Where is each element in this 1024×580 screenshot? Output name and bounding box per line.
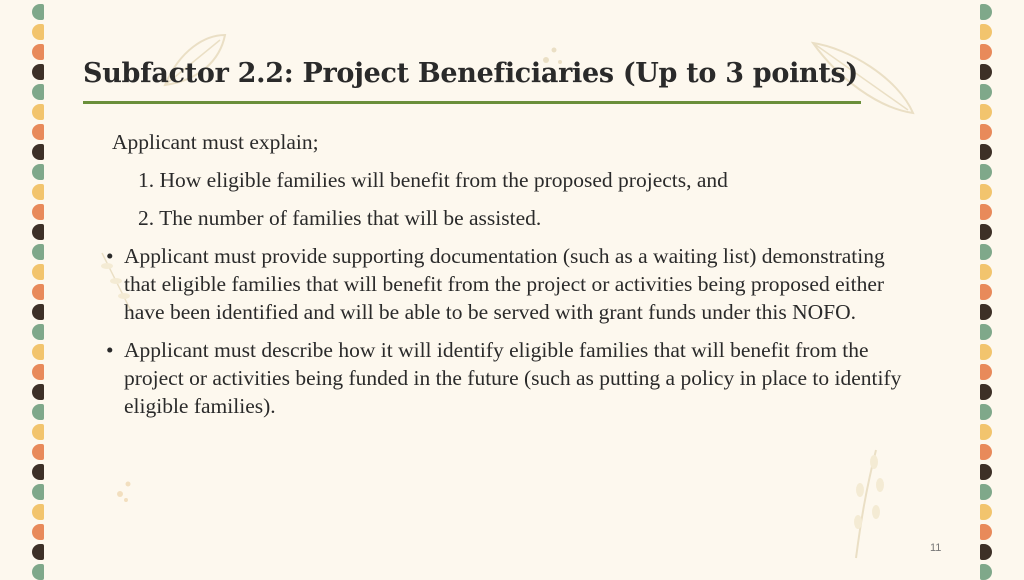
border-dot	[32, 164, 44, 180]
border-dot	[980, 364, 992, 380]
border-dot	[980, 524, 992, 540]
border-dot	[32, 44, 44, 60]
border-dot	[980, 44, 992, 60]
border-dot	[980, 104, 992, 120]
bullet-icon: •	[106, 244, 114, 268]
border-dot	[980, 84, 992, 100]
border-dot	[32, 104, 44, 120]
border-dot	[32, 264, 44, 280]
border-dot	[32, 124, 44, 140]
border-dot	[32, 364, 44, 380]
border-dot	[980, 324, 992, 340]
bullet-icon: •	[106, 338, 114, 362]
border-dot	[32, 184, 44, 200]
border-dot	[980, 184, 992, 200]
border-dot	[32, 344, 44, 360]
border-dot	[32, 524, 44, 540]
border-dot	[980, 564, 992, 580]
border-dot	[32, 4, 44, 20]
border-dot	[980, 444, 992, 460]
bullet-item-1	[106, 242, 902, 326]
border-dot	[32, 324, 44, 340]
border-dot	[980, 464, 992, 480]
border-dot	[980, 344, 992, 360]
page-number: 11	[930, 542, 942, 554]
border-dot	[32, 84, 44, 100]
border-dot	[980, 224, 992, 240]
border-dot	[32, 24, 44, 40]
border-dot	[32, 504, 44, 520]
border-dot	[32, 244, 44, 260]
border-dot	[32, 204, 44, 220]
border-dot	[980, 264, 992, 280]
border-dot	[980, 484, 992, 500]
border-dot	[980, 244, 992, 260]
border-dot	[980, 4, 992, 20]
slide-body	[106, 128, 902, 428]
border-dot	[32, 564, 44, 580]
title-underline	[83, 101, 861, 104]
border-dot	[980, 24, 992, 40]
branch-decoration-icon	[836, 440, 896, 560]
border-dot	[980, 384, 992, 400]
border-dot	[32, 284, 44, 300]
border-dot	[980, 164, 992, 180]
intro-text: Applicant must explain;	[112, 130, 319, 154]
border-dot	[980, 504, 992, 520]
border-dot	[980, 124, 992, 140]
numbered-item-2: 2. The number of families that will be assisted.	[138, 206, 542, 230]
border-dot	[980, 404, 992, 420]
border-dot	[32, 64, 44, 80]
numbered-item-1: 1. How eligible families will benefit from the proposed projects, and	[138, 168, 728, 192]
drops-decoration-icon-2	[112, 476, 142, 506]
border-dot	[32, 544, 44, 560]
border-dot	[980, 284, 992, 300]
border-dot	[32, 424, 44, 440]
border-dot	[980, 304, 992, 320]
border-dot	[32, 464, 44, 480]
border-dot	[32, 224, 44, 240]
border-dot	[980, 204, 992, 220]
bullet-item-2	[106, 336, 902, 420]
right-decorative-border	[978, 0, 994, 580]
border-dot	[32, 444, 44, 460]
border-dot	[32, 404, 44, 420]
border-dot	[980, 544, 992, 560]
border-dot	[32, 304, 44, 320]
border-dot	[32, 484, 44, 500]
border-dot	[980, 144, 992, 160]
bullet-text: Applicant must provide supporting documentation (such as a waiting list) demonstrating that eligible families that will benefit from the project or activities being proposed either have been identified and will be able to be served with grant funds under this NOFO.	[124, 244, 885, 324]
border-dot	[32, 384, 44, 400]
slide-title: Subfactor 2.2: Project Beneficiaries (Up to 3 points)	[83, 58, 858, 89]
border-dot	[32, 144, 44, 160]
left-decorative-border	[30, 0, 46, 580]
border-dot	[980, 64, 992, 80]
bullet-text: Applicant must describe how it will identify eligible families that will benefit from the project or activities being funded in the future (such as putting a policy in place to identify eligible families).	[124, 338, 902, 418]
border-dot	[980, 424, 992, 440]
